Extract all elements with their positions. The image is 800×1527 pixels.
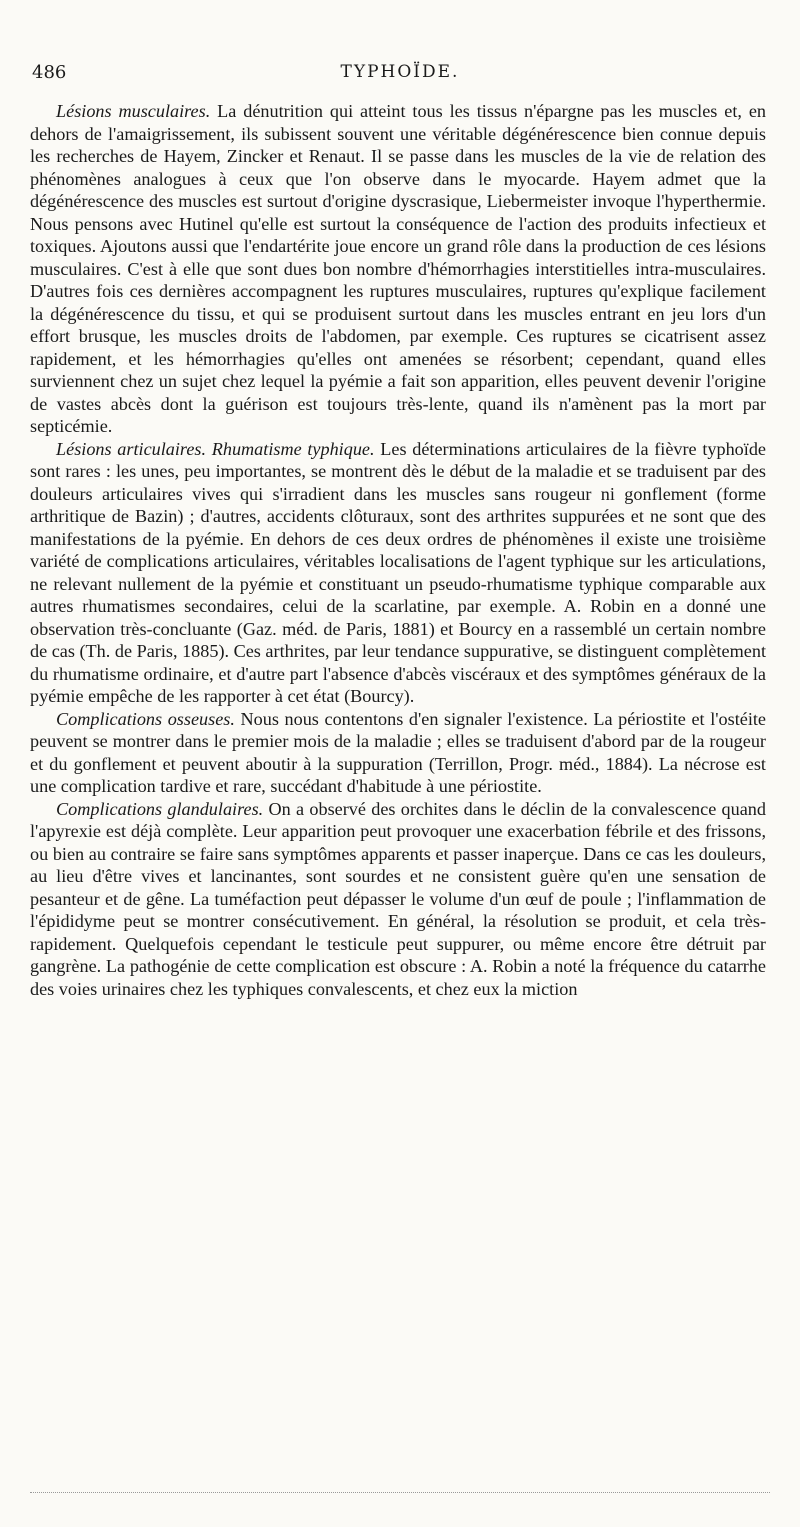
paragraph-complications-glandulaires <box>30 798 766 1001</box>
rubric: Lésions musculaires. <box>56 101 211 121</box>
rubric: Lésions articulaires. Rhumatisme typhique. <box>56 438 375 459</box>
page-body <box>30 100 766 1000</box>
footer-rule <box>30 1492 770 1493</box>
running-title: TYPHOÏDE. <box>340 62 460 82</box>
paragraph-lesions-articulaires <box>30 438 766 708</box>
paragraph-text: Les déterminations articulaires de la fièvre typhoïde sont rares : les unes, peu importantes, se montrent dès le début de la maladie et se traduisent par des douleurs articulaires vives qui s'irradient dans les muscles sans rougeur ni gonflement (forme arthritique de Bazin) ; d'autres, accidents clôturaux, sont des arthrites suppurées et ne sont que des manifestations de la pyémie. En dehors de ces deux ordres de phénomènes il existe une troisième variété de complications articulaires, véritables localisations de l'agent typhique sur les articulations, ne relevant nullement de la pyémie et constituant un pseudo-rhumatisme typhique comparable aux autres rhumatismes secondaires, celui de la scarlatine, par exemple. A. Robin en a donné une observation très-concluante (Gaz. méd. de Paris, 1881) et Bourcy en a rassemblé un certain nombre de cas (Th. de Paris, 1885). Ces arthrites, par leur tendance suppurative, se distinguent complètement du rhumatisme ordinaire, et d'autre part l'absence d'abcès viscéraux et des symptômes généraux de la pyémie empêche de les rapporter à cet état (Bourcy). <box>30 438 766 706</box>
paragraph-text: La dénutrition qui atteint tous les tissus n'épargne pas les muscles et, en dehors de l'amaigrissement, ils subissent souvent une véritable dégénérescence bien connue depuis les recherches de Hayem, Zincker et Renaut. Il se passe dans les muscles de la vie de relation des phénomènes analogues à ceux que l'on observe dans le myocarde. Hayem admet que la dégénérescence des muscles est surtout d'origine dyscrasique, Liebermeister invoque l'hyperthermie. Nous pensons avec Hutinel qu'elle est surtout la conséquence de l'action des produits infectieux et toxiques. Ajoutons aussi que l'endartérite joue encore un grand rôle dans la production de ces lésions musculaires. C'est à elle que sont dues bon nombre d'hémorrhagies interstitielles intra-musculaires. D'autres fois ces dernières accompagnent les ruptures musculaires, ruptures qu'explique facilement la dégénérescence du tissu, et qui se produisent surtout dans les muscles entrant en jeu lors d'un effort brusque, les muscles droits de l'abdomen, par exemple. Ces ruptures se cicatrisent assez rapidement, et les hémorrhagies qu'elles ont amenées se résorbent; cependant, quand elles surviennent chez un sujet chez lequel la pyémie a fait son apparition, elles peuvent devenir l'origine de vastes abcès dont la guérison est toujours très-lente, quand ils n'amènent pas la mort par septicémie. <box>30 101 766 436</box>
page-header <box>30 62 770 86</box>
paragraph-complications-osseuses <box>30 708 766 798</box>
paragraph-text: On a observé des orchites dans le déclin de la convalescence quand l'apyrexie est déjà complète. Leur apparition peut provoquer une exacerbation fébrile et des frissons, ou bien au contraire se faire sans symptômes apparents et passer inaperçue. Dans ce cas les douleurs, au lieu d'être vives et lancinantes, sont sourdes et ne consistent guère qu'en une sensation de pesanteur et de gêne. La tuméfaction peut dépasser le volume d'un œuf de poule ; l'inflammation de l'épididyme peut se montrer consécutivement. En général, la résolution se produit, et cela très-rapidement. Quelquefois cependant le testicule peut suppurer, ou même encore être détruit par gangrène. La pathogénie de cette complication est obscure : A. Robin a noté la fréquence du catarrhe des voies urinaires chez les typhiques convalescents, et chez eux la miction <box>30 798 766 999</box>
page-number: 486 <box>32 62 67 83</box>
paragraph-text: Nous nous contentons d'en signaler l'existence. La périostite et l'ostéite peuvent se montrer dans le premier mois de la maladie ; elles se traduisent d'abord par de la rougeur et du gonflement et peuvent aboutir à la suppuration (Terrillon, Progr. méd., 1884). La nécrose est une complication tardive et rare, succédant d'habitude à une périostite. <box>30 708 766 796</box>
rubric: Complications osseuses. <box>56 708 235 729</box>
paragraph-lesions-musculaires <box>30 100 766 438</box>
rubric: Complications glandulaires. <box>56 798 264 819</box>
